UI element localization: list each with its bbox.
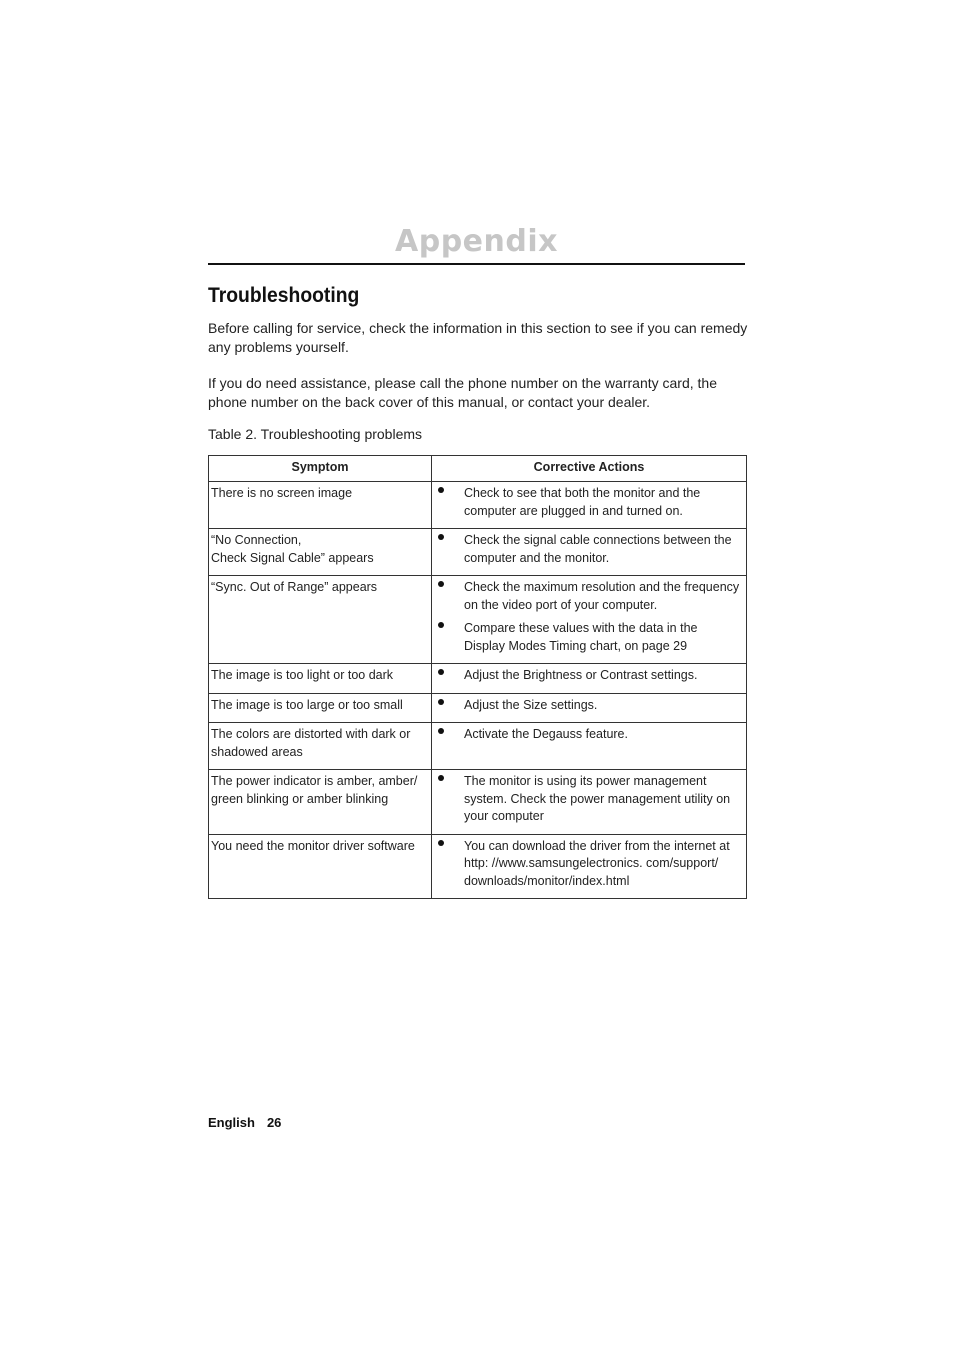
actions-cell [432, 576, 747, 664]
action-item [434, 726, 740, 744]
action-text: Check to see that both the monitor and the computer are plugged in and turned on. [464, 486, 701, 518]
table-row [209, 723, 747, 770]
table-caption: Table 2. Troubleshooting problems [208, 426, 423, 442]
bullet-icon [434, 726, 464, 743]
action-item [434, 620, 740, 655]
action-text: The monitor is using its power management system. Check the power management utility on your computer [464, 774, 731, 823]
actions-cell [432, 664, 747, 694]
assistance-paragraph: If you do need assistance, please call the phone number on the warranty card, the phone number on the back cover of this manual, or contact your dealer. [208, 375, 717, 410]
page-footer [208, 1114, 281, 1132]
table-row [209, 529, 747, 576]
troubleshooting-table [208, 455, 747, 899]
header-symptom: Symptom [209, 456, 432, 482]
actions-cell [432, 834, 747, 899]
bullet-icon [434, 532, 464, 549]
actions-cell [432, 723, 747, 770]
table-row [209, 576, 747, 664]
action-text: Adjust the Brightness or Contrast settings. [464, 668, 698, 682]
action-text: Compare these values with the data in the Display Modes Timing chart, on page 29 [464, 621, 698, 653]
actions-cell [432, 482, 747, 529]
header-corrective-actions: Corrective Actions [432, 456, 747, 482]
action-text: Check the signal cable connections between the computer and the monitor. [464, 533, 732, 565]
table-body [209, 482, 747, 899]
action-item [434, 697, 740, 715]
chapter-title: Appendix [395, 224, 558, 259]
symptom-cell: You need the monitor driver software [209, 834, 432, 899]
action-item [434, 485, 740, 520]
table-row [209, 834, 747, 899]
section-heading: Troubleshooting [208, 284, 360, 307]
table-row [209, 482, 747, 529]
action-text: Adjust the Size settings. [464, 697, 598, 712]
symptom-cell: The image is too light or too dark [209, 664, 432, 694]
bullet-icon [434, 773, 464, 790]
symptom-cell: “Sync. Out of Range” appears [209, 576, 432, 664]
bullet-icon [434, 620, 464, 637]
title-rule [208, 263, 745, 265]
actions-cell [432, 770, 747, 835]
table-row [209, 693, 747, 723]
bullet-icon [434, 697, 464, 714]
actions-cell [432, 529, 747, 576]
action-item [434, 773, 740, 826]
symptom-cell: The colors are distorted with dark or shadowed areas [209, 723, 432, 770]
action-item [434, 838, 740, 891]
action-item [434, 579, 740, 614]
bullet-icon [434, 667, 464, 684]
action-item [434, 667, 740, 685]
symptom-cell: There is no screen image [209, 482, 432, 529]
bullet-icon [434, 579, 464, 596]
symptom-cell: The image is too large or too small [209, 693, 432, 723]
action-item [434, 532, 740, 567]
symptom-cell: “No Connection, Check Signal Cable” appears [209, 529, 432, 576]
bullet-icon [434, 485, 464, 502]
intro-paragraph: Before calling for service, check the information in this section to see if you can remedy any problems yourself. [208, 320, 748, 355]
symptom-cell: The power indicator is amber, amber/ green blinking or amber blinking [209, 770, 432, 835]
action-text: Check the maximum resolution and the frequency on the video port of your computer. [464, 580, 740, 612]
page-number: 26 [266, 1115, 282, 1130]
bullet-icon [434, 838, 464, 855]
actions-cell [432, 693, 747, 723]
table-header-row [209, 456, 747, 482]
table-row [209, 664, 747, 694]
action-text: You can download the driver from the internet at http: //www.samsungelectronics. com/support/ downloads/monitor/index.html [464, 838, 730, 888]
table-row [209, 770, 747, 835]
action-text: Activate the Degauss feature. [464, 727, 628, 741]
footer-language: English [208, 1115, 255, 1130]
